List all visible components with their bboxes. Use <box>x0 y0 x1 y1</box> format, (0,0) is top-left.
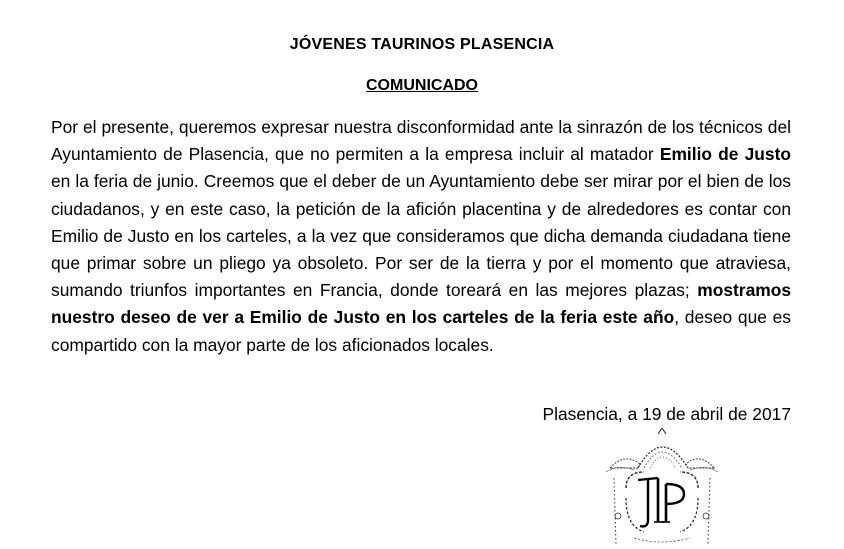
body-text-part-1: Por el presente, queremos expresar nuestra disconformidad ante la sinrazón de los técnicos del Ayuntamiento de Plasencia, que no permiten a la empresa incluir al matador <box>51 117 791 165</box>
communique-body <box>51 114 791 359</box>
body-text-part-2: en la feria de junio. Creemos que el deber de un Ayuntamiento debe ser mirar por el bien de los ciudadanos, y en este caso, la petición de la afición placentina y de alrededores es contar con Emilio de Justo en los carteles, a la vez que consideramos que dicha demanda ciudadana tiene que primar sobre un pliego ya obsoleto. Por ser de la tierra y por el momento que atraviesa, sumando triunfos importantes en Francia, donde toreará en las mejores plazas; <box>51 171 791 301</box>
body-text-part-3: , deseo que es compartido con la mayor parte de los aficionados locales. <box>51 307 791 355</box>
document-title: JÓVENES TAURINOS PLASENCIA <box>289 36 555 53</box>
body-bold-wish: mostramos nuestro deseo de ver a Emilio de Justo en los carteles de la feria este año <box>51 280 791 328</box>
jtp-logo-icon <box>604 428 720 546</box>
document-subtitle: COMUNICADO <box>366 77 478 94</box>
signature-place-date: Plasencia, a 19 de abril de 2017 <box>542 404 791 424</box>
body-bold-name: Emilio de Justo <box>659 144 791 165</box>
